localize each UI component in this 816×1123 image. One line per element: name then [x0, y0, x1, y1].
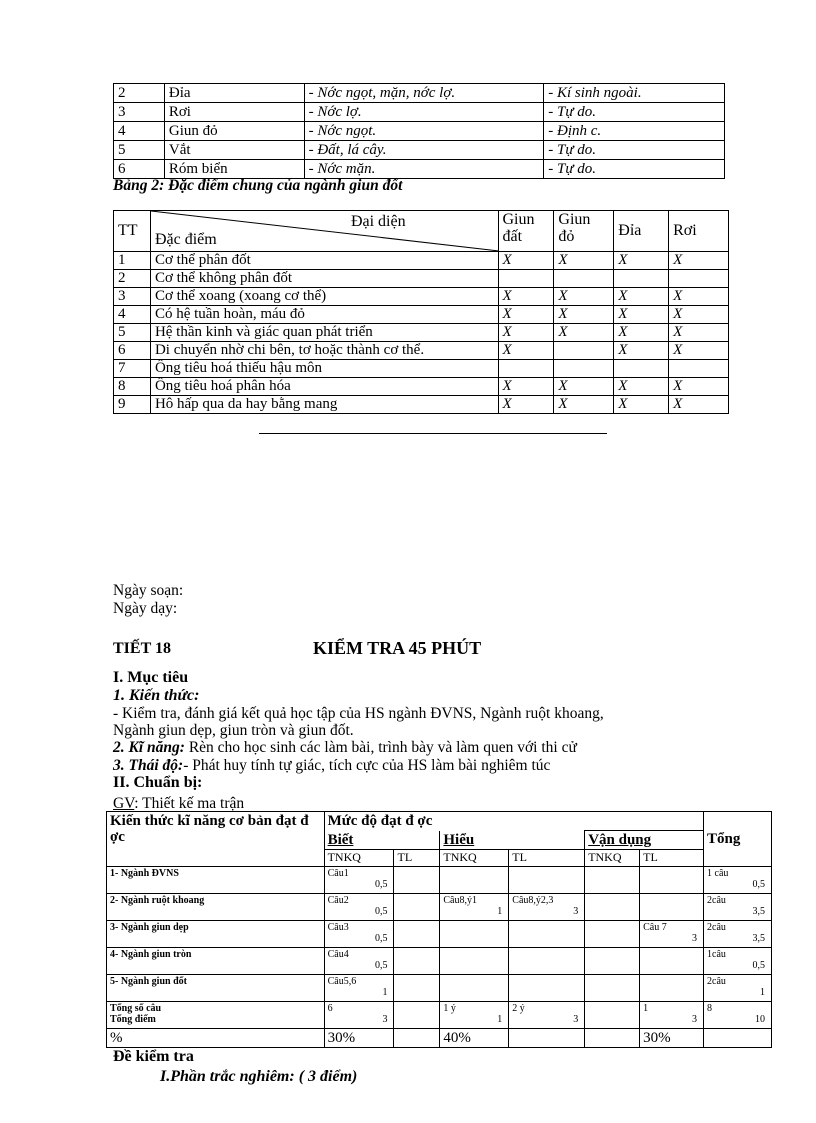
table-row	[107, 921, 772, 948]
cell-score: 10	[755, 1014, 765, 1025]
cell-content	[443, 922, 505, 946]
cell-content	[512, 949, 581, 973]
cell-label: 8	[707, 1003, 713, 1014]
mark-cell: X	[669, 252, 729, 270]
mark-cell: X	[614, 288, 669, 306]
pct-cell	[509, 1029, 585, 1048]
kienthuc-line1: - Kiểm tra, đánh giá kết quả học tập của HS ngành ĐVNS, Ngành ruột khoang,	[113, 705, 604, 722]
table-row	[114, 252, 729, 270]
mark-cell: X	[669, 324, 729, 342]
matrix-cell	[585, 975, 640, 1002]
pct-row	[107, 1029, 772, 1048]
cell-score: 1	[760, 987, 765, 998]
row-number: 5	[114, 141, 165, 160]
cell-label: Câu2	[327, 895, 349, 906]
environment: - Nớc mặn.	[304, 160, 544, 179]
cell-score: 1	[382, 987, 388, 998]
separator-line	[259, 433, 607, 434]
mark-cell: X	[614, 306, 669, 324]
cell-score: 0,5	[374, 960, 388, 971]
cell-content	[443, 895, 505, 919]
lifestyle: - Tự do.	[544, 141, 725, 160]
header-dacdiem: Đặc điểm	[154, 231, 217, 248]
mark-cell: X	[554, 288, 614, 306]
cell-content	[588, 976, 636, 1000]
cell-content	[328, 868, 391, 892]
cell-score: 3	[692, 1014, 698, 1025]
total-cell	[704, 921, 772, 948]
sum-cell	[324, 1002, 394, 1029]
mark-cell	[554, 360, 614, 378]
row-number: 2	[114, 84, 165, 103]
characteristic: Cơ thể phân đốt	[150, 252, 498, 270]
cell-label: 2câu	[707, 895, 726, 906]
cell-score: 0,5	[374, 933, 388, 944]
mark-cell: X	[669, 288, 729, 306]
pct-cell	[585, 1029, 640, 1048]
thaido-label: 3. Thái độ:	[113, 757, 184, 774]
row-number: 7	[114, 360, 151, 378]
pct-total	[704, 1029, 772, 1048]
knowledge-name: 1- Ngành ĐVNS	[107, 867, 325, 894]
mark-cell: X	[669, 396, 729, 414]
mark-cell: X	[498, 306, 554, 324]
header-col-2: Giun đỏ	[554, 211, 614, 252]
table-row	[114, 360, 729, 378]
cell-content	[643, 1003, 700, 1027]
matrix-cell	[509, 867, 585, 894]
thaido-text: - Phát huy tính tự giác, tích cực của HS làm bài nghiêm túc	[183, 757, 551, 774]
mark-cell: X	[669, 378, 729, 396]
mark-cell: X	[498, 252, 554, 270]
matrix-cell	[640, 921, 704, 948]
table-row	[114, 160, 725, 179]
mark-cell	[498, 270, 554, 288]
cell-content	[707, 868, 768, 892]
matrix-sub-header: TNKQ	[585, 850, 640, 867]
cell-score: 3,5	[752, 933, 765, 944]
row-number: 1	[114, 252, 151, 270]
cell-label: 1câu	[707, 949, 726, 960]
cell-label: Câu4	[327, 949, 349, 960]
matrix-cell	[640, 894, 704, 921]
header-diagonal	[150, 211, 498, 252]
mark-cell: X	[554, 324, 614, 342]
sum-row	[107, 1002, 772, 1029]
lifestyle: - Tự do.	[544, 103, 725, 122]
cell-score: 0,5	[752, 960, 765, 971]
header-col-1: Giun đất	[498, 211, 554, 252]
kinang-label: 2. Kĩ năng:	[113, 739, 185, 756]
mark-cell: X	[614, 378, 669, 396]
matrix-cell	[440, 921, 509, 948]
table-row	[107, 975, 772, 1002]
matrix-cell	[640, 867, 704, 894]
cell-content	[397, 1003, 436, 1027]
matrix-cell	[324, 867, 394, 894]
row-number: 2	[114, 270, 151, 288]
total-cell	[704, 894, 772, 921]
knowledge-name: 5- Ngành giun đốt	[107, 975, 325, 1002]
sum-total-cell	[704, 1002, 772, 1029]
section-dekiemtra: Đề kiểm tra	[113, 1048, 194, 1065]
environment: - Nớc ngọt, mặn, nớc lợ.	[304, 84, 544, 103]
cell-content	[512, 976, 581, 1000]
cell-content	[443, 868, 505, 892]
matrix-cell	[324, 894, 394, 921]
cell-score: 3	[573, 906, 579, 917]
mark-cell: X	[554, 306, 614, 324]
table-row	[114, 396, 729, 414]
cell-content	[588, 1003, 636, 1027]
cell-content	[328, 976, 391, 1000]
table-row	[114, 324, 729, 342]
matrix-sub-header: TNKQ	[440, 850, 509, 867]
matrix-cell	[440, 867, 509, 894]
matrix-tong-header: Tổng	[704, 812, 772, 867]
characteristic: Có hệ tuần hoàn, máu đỏ	[150, 306, 498, 324]
cell-content	[512, 922, 581, 946]
cell-content	[397, 868, 436, 892]
cell-content	[588, 949, 636, 973]
sum-label-1: Tổng số câu	[110, 1003, 162, 1014]
matrix-sub-header: TNKQ	[324, 850, 394, 867]
cell-content	[707, 895, 768, 919]
row-number: 8	[114, 378, 151, 396]
matrix-cell	[585, 867, 640, 894]
matrix-cell	[585, 894, 640, 921]
mark-cell	[614, 270, 669, 288]
page-title: KIỂM TRA 45 PHÚT	[313, 638, 482, 658]
header-col-4: Rơi	[669, 211, 729, 252]
table-row	[114, 84, 725, 103]
cell-content	[397, 949, 436, 973]
characteristic: Di chuyển nhờ chi bên, tơ hoặc thành cơ thể.	[150, 342, 498, 360]
matrix-cell	[585, 948, 640, 975]
matrix-cell	[394, 867, 440, 894]
mark-cell: X	[554, 396, 614, 414]
section-phan1: I.Phần trắc nghiêm: ( 3 điểm)	[160, 1068, 358, 1085]
table-row	[107, 894, 772, 921]
matrix-cell	[394, 894, 440, 921]
table-row	[114, 378, 729, 396]
gv-text: : Thiết kế ma trận	[134, 795, 245, 812]
cell-score: 1	[497, 1014, 503, 1025]
sum-label	[107, 1002, 325, 1029]
total-cell	[704, 867, 772, 894]
sum-cell	[394, 1002, 440, 1029]
mark-cell	[498, 360, 554, 378]
pct-label: %	[107, 1029, 325, 1048]
mark-cell: X	[498, 288, 554, 306]
characteristic: Cơ thể xoang (xoang cơ thể)	[150, 288, 498, 306]
cell-content	[588, 922, 636, 946]
table-row	[114, 306, 729, 324]
cell-label: Câu1	[327, 868, 349, 879]
mark-cell	[614, 360, 669, 378]
matrix-biet: Biết	[324, 831, 440, 850]
cell-content	[643, 895, 700, 919]
cell-label: 2 ý	[512, 1003, 525, 1014]
mark-cell: X	[614, 342, 669, 360]
mark-cell: X	[669, 306, 729, 324]
table-row	[107, 867, 772, 894]
matrix-cell	[440, 894, 509, 921]
cell-content	[588, 895, 636, 919]
matrix-cell	[394, 975, 440, 1002]
sum-cell	[585, 1002, 640, 1029]
lifestyle: - Tự do.	[544, 160, 725, 179]
table-row	[114, 288, 729, 306]
characteristic: Hô hấp qua da hay bằng mang	[150, 396, 498, 414]
matrix-sub-header: TL	[509, 850, 585, 867]
cell-label: 1 ý	[443, 1003, 456, 1014]
row-number: 6	[114, 160, 165, 179]
lifestyle: - Kí sinh ngoài.	[544, 84, 725, 103]
matrix-cell	[509, 894, 585, 921]
section-chuanbi: II. Chuẩn bị:	[113, 774, 203, 791]
ngay-soan: Ngày soạn:	[113, 582, 184, 599]
cell-content	[707, 949, 768, 973]
total-cell	[704, 975, 772, 1002]
cell-label: 2câu	[707, 922, 726, 933]
pct-cell	[394, 1029, 440, 1048]
section-muctieu: I. Mục tiêu	[113, 669, 189, 686]
characteristics-table	[113, 210, 729, 414]
header-daidien: Đại diện	[350, 213, 406, 230]
cell-content	[397, 922, 436, 946]
animal-name: Giun đỏ	[164, 122, 304, 141]
knowledge-name: 2- Ngành ruột khoang	[107, 894, 325, 921]
matrix-level-header: Mức độ đạt đ ợc	[324, 812, 703, 831]
matrix-cell	[324, 948, 394, 975]
cell-content	[443, 1003, 505, 1027]
cell-label: Câu8,ý2,3	[512, 895, 554, 906]
cell-score: 0,5	[374, 906, 388, 917]
mark-cell	[669, 270, 729, 288]
cell-content	[443, 976, 505, 1000]
row-number: 5	[114, 324, 151, 342]
mark-cell: X	[498, 324, 554, 342]
row-number: 9	[114, 396, 151, 414]
matrix-knowledge-header: Kiến thức kĩ năng cơ bản đạt đ ợc	[107, 812, 325, 867]
mark-cell	[554, 342, 614, 360]
animal-name: Vắt	[164, 141, 304, 160]
matrix-cell	[509, 921, 585, 948]
matrix-cell	[640, 948, 704, 975]
mark-cell	[554, 270, 614, 288]
table-row	[114, 122, 725, 141]
cell-content	[512, 868, 581, 892]
sum-cell	[640, 1002, 704, 1029]
table-row	[114, 103, 725, 122]
kienthuc-line2: Ngành giun dẹp, giun tròn và giun đốt.	[113, 722, 354, 739]
cell-content	[443, 949, 505, 973]
matrix-cell	[585, 921, 640, 948]
cell-content	[397, 976, 436, 1000]
cell-score: 3,5	[752, 906, 765, 917]
cell-score: 3	[692, 933, 698, 944]
matrix-vandung: Vận dụng	[585, 831, 704, 850]
mark-cell: X	[614, 252, 669, 270]
sum-cell	[509, 1002, 585, 1029]
kinang-line	[113, 739, 577, 756]
row-number: 4	[114, 122, 165, 141]
animal-name: Rơi	[164, 103, 304, 122]
table2-caption: Bảng 2: Đặc điểm chung của ngành giun đốt	[113, 177, 403, 194]
cell-content	[707, 922, 768, 946]
mark-cell: X	[554, 252, 614, 270]
cell-content	[588, 868, 636, 892]
cell-label: Câu8,ý1	[443, 895, 477, 906]
pct-cell: 40%	[440, 1029, 509, 1048]
cell-score: 3	[382, 1014, 388, 1025]
environment: - Nớc ngọt.	[304, 122, 544, 141]
row-number: 3	[114, 288, 151, 306]
table-row	[114, 342, 729, 360]
cell-label: 2câu	[707, 976, 726, 987]
gv-line	[113, 795, 244, 812]
gv-label: GV	[113, 795, 135, 812]
row-number: 4	[114, 306, 151, 324]
animal-name: Róm biển	[164, 160, 304, 179]
mark-cell	[669, 360, 729, 378]
cell-label: Câu 7	[643, 922, 667, 933]
matrix-cell	[640, 975, 704, 1002]
cell-content	[643, 868, 700, 892]
matrix-hieu: Hiểu	[440, 831, 585, 850]
matrix-cell	[394, 921, 440, 948]
header-tt: TT	[114, 211, 151, 252]
matrix-cell	[324, 975, 394, 1002]
cell-content	[643, 949, 700, 973]
matrix-cell	[509, 948, 585, 975]
matrix-sub-header: TL	[640, 850, 704, 867]
kienthuc-label: 1. Kiến thức:	[113, 687, 200, 704]
thaido-line	[113, 757, 550, 774]
cell-score: 0,5	[374, 879, 388, 890]
matrix-cell	[440, 948, 509, 975]
mark-cell: X	[498, 396, 554, 414]
pct-cell: 30%	[324, 1029, 394, 1048]
mark-cell: X	[614, 324, 669, 342]
cell-content	[707, 1003, 768, 1027]
matrix-table	[106, 811, 772, 1048]
table-row	[114, 270, 729, 288]
lifestyle: - Định c.	[544, 122, 725, 141]
cell-content	[328, 1003, 391, 1027]
animal-name: Đỉa	[164, 84, 304, 103]
matrix-sub-header: TL	[394, 850, 440, 867]
sum-cell	[440, 1002, 509, 1029]
animal-table	[113, 83, 725, 179]
ngay-day: Ngày dạy:	[113, 600, 178, 617]
characteristic: Cơ thể không phân đốt	[150, 270, 498, 288]
characteristic: Hệ thần kinh và giác quan phát triển	[150, 324, 498, 342]
cell-content	[512, 1003, 581, 1027]
cell-score: 1	[497, 906, 503, 917]
cell-content	[512, 895, 581, 919]
cell-score: 3	[573, 1014, 579, 1025]
knowledge-name: 4- Ngành giun tròn	[107, 948, 325, 975]
cell-content	[707, 976, 768, 1000]
characteristic: Ống tiêu hoá phân hóa	[150, 378, 498, 396]
mark-cell: X	[614, 396, 669, 414]
cell-label: Câu5,6	[327, 976, 357, 987]
row-number: 3	[114, 103, 165, 122]
mark-cell: X	[554, 378, 614, 396]
mark-cell: X	[498, 342, 554, 360]
cell-content	[328, 949, 391, 973]
characteristic: Ống tiêu hoá thiếu hậu môn	[150, 360, 498, 378]
lesson-number: TIẾT 18	[113, 640, 171, 657]
table-row	[114, 141, 725, 160]
table-row	[107, 948, 772, 975]
environment: - Nớc lợ.	[304, 103, 544, 122]
row-number: 6	[114, 342, 151, 360]
matrix-cell	[509, 975, 585, 1002]
matrix-cell	[324, 921, 394, 948]
pct-cell: 30%	[640, 1029, 704, 1048]
matrix-cell	[440, 975, 509, 1002]
mark-cell: X	[669, 342, 729, 360]
cell-content	[328, 922, 391, 946]
cell-label: Câu3	[327, 922, 349, 933]
cell-content	[397, 895, 436, 919]
cell-label: 1 câu	[707, 868, 729, 879]
matrix-cell	[394, 948, 440, 975]
total-cell	[704, 948, 772, 975]
header-col-3: Đỉa	[614, 211, 669, 252]
cell-score: 0,5	[752, 879, 765, 890]
cell-content	[643, 922, 700, 946]
cell-content	[328, 895, 391, 919]
mark-cell: X	[498, 378, 554, 396]
cell-label: 1	[643, 1003, 649, 1014]
cell-label: 6	[327, 1003, 333, 1014]
environment: - Đất, lá cây.	[304, 141, 544, 160]
knowledge-name: 3- Ngành giun dẹp	[107, 921, 325, 948]
cell-content	[643, 976, 700, 1000]
sum-label-2: Tổng điểm	[110, 1014, 156, 1025]
kinang-text: Rèn cho học sinh các làm bài, trình bày và làm quen với thi cử	[184, 739, 577, 756]
